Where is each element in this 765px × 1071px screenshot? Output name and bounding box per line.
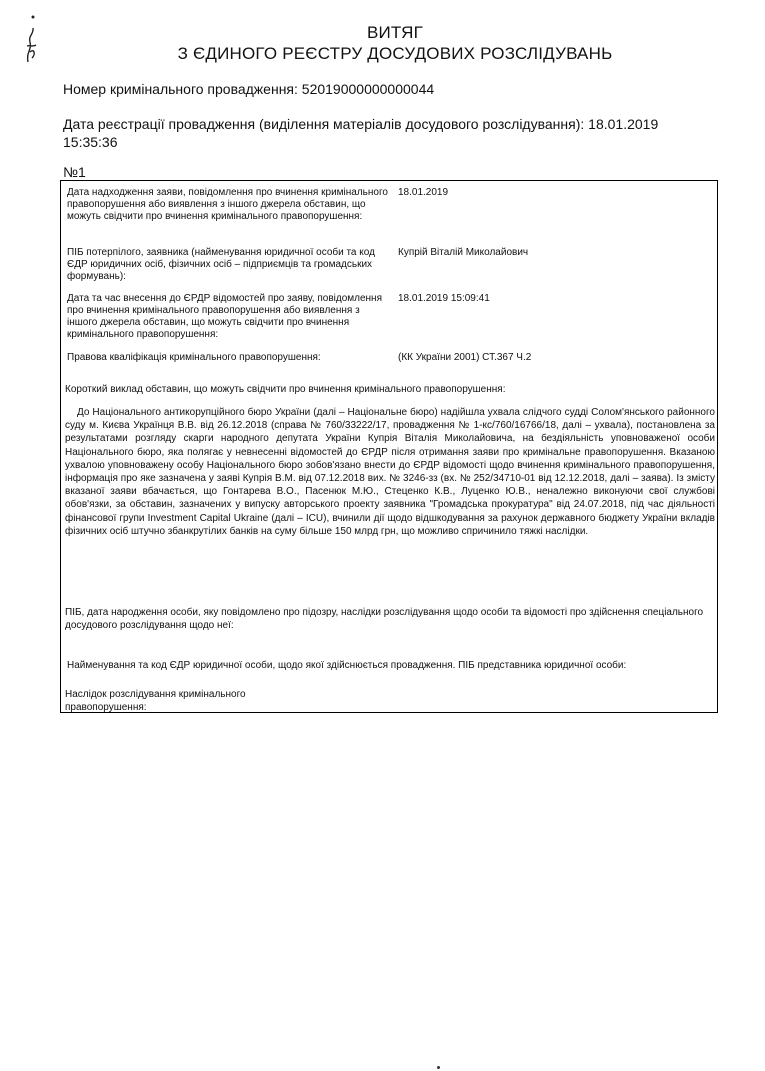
- entry-number: №1: [63, 164, 86, 180]
- legal-entity-heading: Найменування та код ЄДР юридичної особи, щодо якої здійснюється провадження. ПІБ представника юридичної особи:: [67, 660, 627, 671]
- register-entry-box: [60, 180, 718, 713]
- summary-text: До Національного антикорупційного бюро України (далі – Національне бюро) надійшла ухвала слідчого судді Солом'янського районного суду м. Києва Українця В.В. від 26.12.2018 (справа № 760/33222/17, провадження № 1-кс/760/16766/18, далі – ухвала), постановлена за результатами розгляду скарги народного депутата України Купрія Віталія Миколайовича, на бездіяльність уповноваженої особи Національного бюро, яка полягає у невнесенні відомостей до ЄРДР після отримання заяви про кримінальне правопорушення. Вказаною ухвалою уповноважену особу Національного бюро зобов'язано внести до ЄРДР відомості щодо вчинення кримінального правопорушення, інформація про яке зазначена у заяві Купрія В.М. від 07.12.2018 вих. № 3246-зз (вх. № 252/34710-01 від 12.12.2018, далі – заява). Із змісту вказаної заяви вбачається, що Гонтарева В.О., Пасенюк М.Ю., Стеценко К.В., Луценко Ю.В., неналежно виконуючи свої службові обов'язки, за обставин, зазначених у випуску авторського проекту заявника "Громадська прокуратура" від 24.07.2018, під час діяльності фінансової групи Investment Capital Ukraine (далі – ICU), вчинили дії щодо відшкодування за рахунок державного бюджету України вкладів фізичних осіб штучно збанкрутілих банків на суму більше 150 млрд грн, що можливо спричинило тяжкі наслідки.: [65, 407, 715, 537]
- row-label-qualification: Правова кваліфікація кримінального правопорушення:: [67, 352, 321, 363]
- summary-heading: Короткий виклад обставин, що можуть свідчити про вчинення кримінального правопорушення:: [65, 384, 506, 395]
- scan-speck: [437, 1066, 440, 1069]
- title-line-2: З ЄДИНОГО РЕЄСТРУ ДОСУДОВИХ РОЗСЛІДУВАНЬ: [177, 44, 613, 63]
- row-value-application-date: 18.01.2019: [398, 187, 449, 198]
- row-label-application-date: Дата надходження заяви, повідомлення про вчинення кримінального правопорушення або виявлення з іншого джерела обставин, що можуть свідчити про вчинення кримінального правопорушення:: [67, 187, 388, 222]
- registration-date: Дата реєстрації провадження (виділення матеріалів досудового розслідування): 18.01.2019 15:35:36: [63, 116, 659, 150]
- title-line-1: ВИТЯГ: [366, 23, 424, 42]
- document-title: [0, 22, 765, 64]
- row-label-entry-datetime: Дата та час внесення до ЄРДР відомостей про заяву, повідомлення про вчинення кримінального правопорушення або виявлення з іншого джерела обставин, що можуть свідчити про вчинення кримінального правопорушення:: [67, 293, 382, 340]
- suspect-heading: ПІБ, дата народження особи, яку повідомлено про підозру, наслідки розслідування щодо особи та відомості про здійснення спеціального досудового розслідування щодо неї:: [65, 607, 704, 632]
- outcome-heading: Наслідок розслідування кримінального правопорушення:: [65, 689, 246, 714]
- row-value-applicant: Купрій Віталій Миколайович: [398, 247, 529, 258]
- proceeding-number: Номер кримінального провадження: 52019000000000044: [63, 81, 435, 97]
- row-value-qualification: (КК України 2001) СТ.367 Ч.2: [398, 352, 532, 363]
- row-label-applicant: ПІБ потерпілого, заявника (найменування юридичної особи та код ЄДР юридичних осіб, фізичних осіб – підприємців та громадських формувань):: [67, 247, 375, 282]
- row-value-entry-datetime: 18.01.2019 15:09:41: [398, 293, 490, 304]
